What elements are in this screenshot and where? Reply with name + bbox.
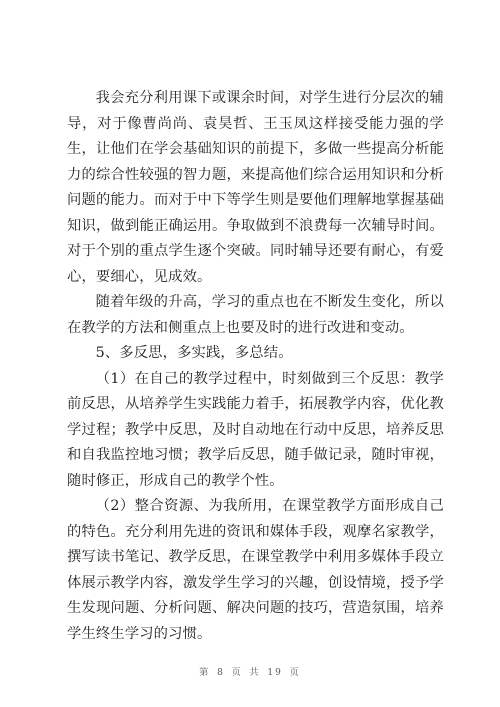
paragraph-three-reflections: （1）在自己的教学过程中，时刻做到三个反思：教学前反思，从培养学生实践能力着手，拓展教学内容，优化教学过程；教学中反思，及时自动地在行动中反思，培养反思和自我监控地习惯；教学后反思，随手做记录，随时审视，随时修正，形成自己的教学个性。	[67, 370, 444, 489]
document-body	[67, 86, 444, 647]
page-number-footer: 第 8 页 共 19 页	[199, 668, 301, 678]
section-heading-reflect: 5、多反思，多实践，多总结。	[95, 345, 293, 361]
paragraph-tutoring: 我会充分利用课下或课余时间，对学生进行分层次的辅导，对于像曹尚尚、袁昊哲、王玉凤这样接受能力强的学生，让他们在学会基础知识的前提下，多做一些提高分析能力的综合性较强的智力题，来提高他们综合运用知识和分析问题的能力。而对于中下等学生则是要他们理解地掌握基础知识，做到能正确运用。争取做到不浪费每一次辅导时间。对于个别的重点学生逐个突破。同时辅导还要有耐心，有爱心，要细心，见成效。	[67, 90, 444, 285]
paragraph-grade-change: 随着年级的升高，学习的重点也在不断发生变化，所以在教学的方法和侧重点上也要及时的进行改进和变动。	[67, 294, 444, 336]
paragraph-integrate-resources: （2）整合资源、为我所用，在课堂教学方面形成自己的特色。充分利用先进的资讯和媒体手段，观摩名家教学，撰写读书笔记、教学反思，在课堂教学中利用多媒体手段立体展示教学内容，激发学生学习的兴趣，创设情境，授予学生发现问题、分析问题、解决问题的技巧，营造氛围，培养学生终生学习的习惯。	[67, 498, 444, 642]
